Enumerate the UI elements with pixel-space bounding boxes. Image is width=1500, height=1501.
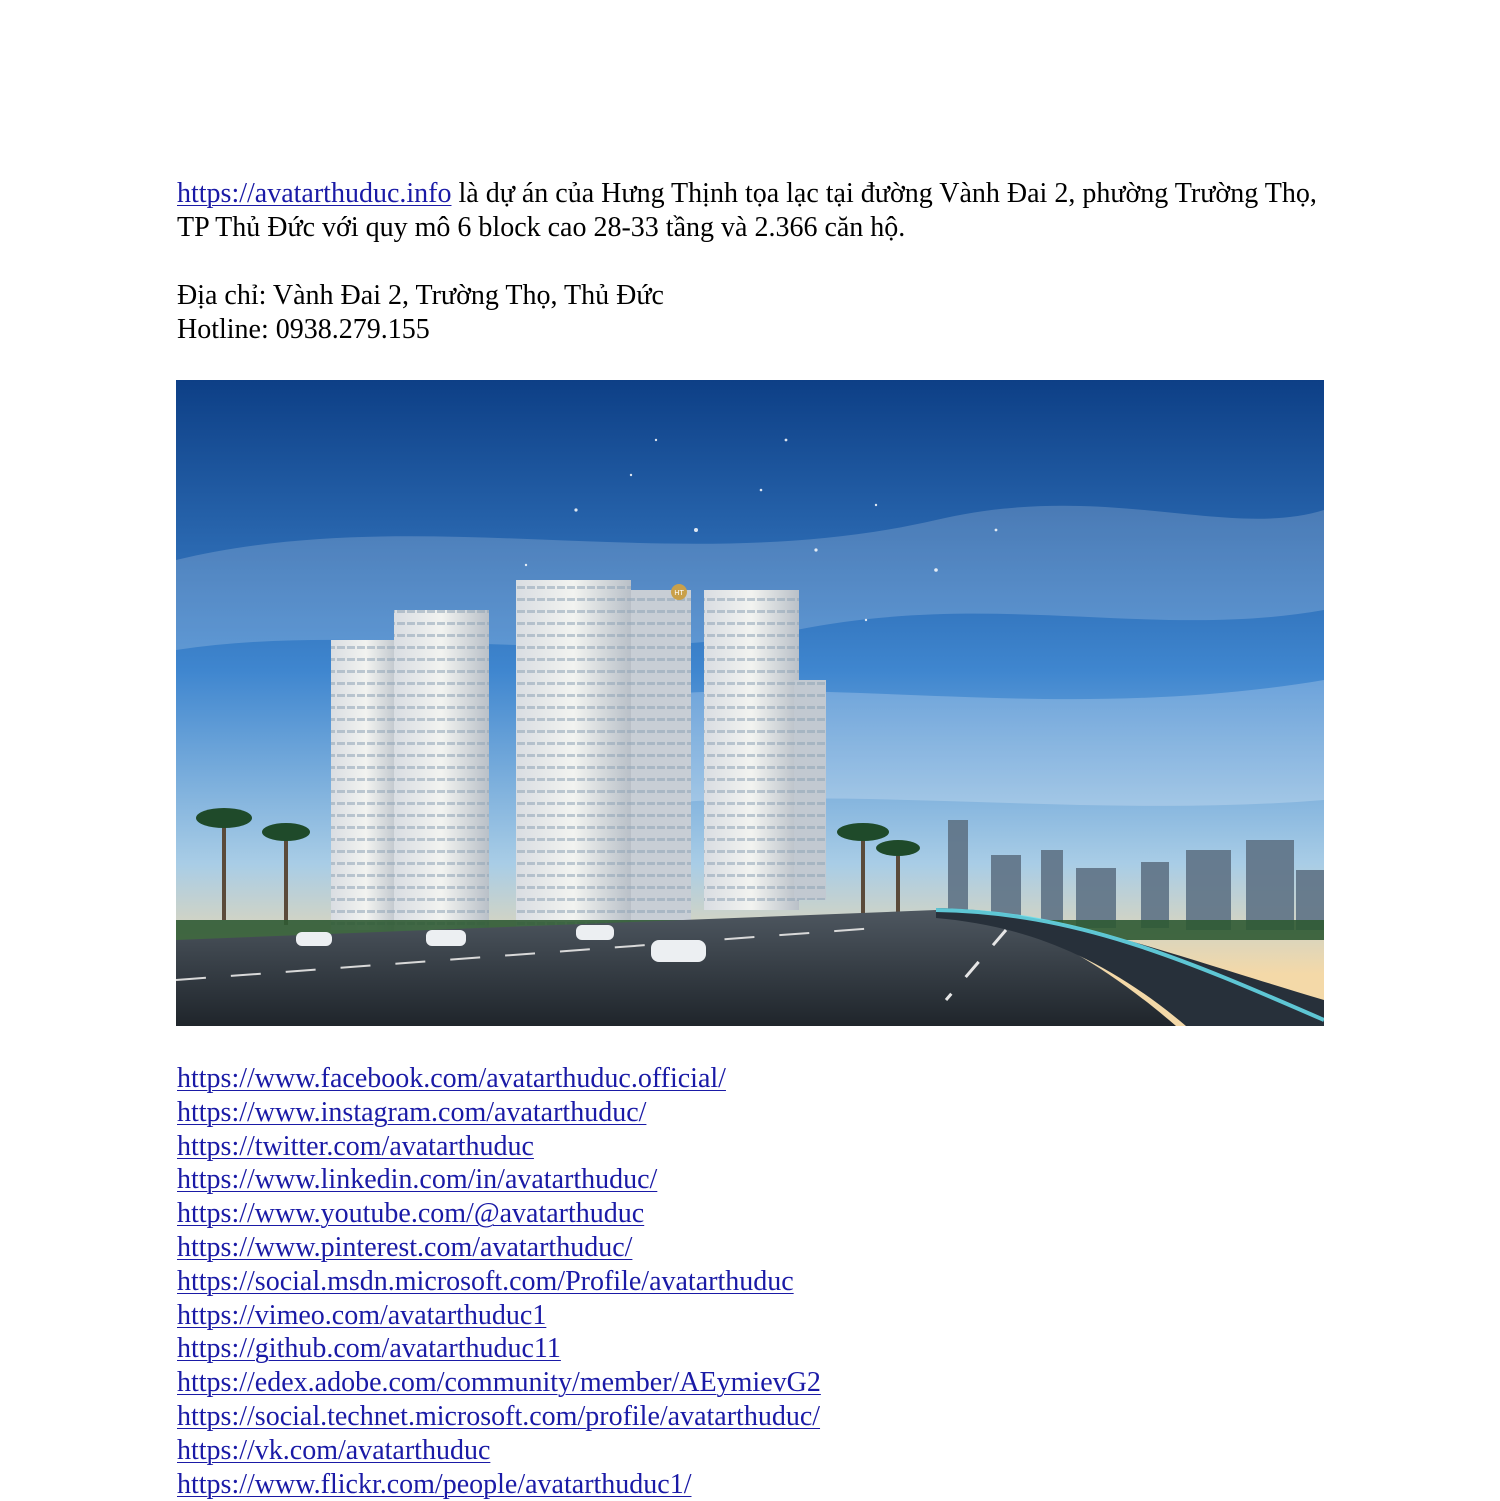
residential-towers	[331, 580, 826, 940]
intro-text: là dự án của Hưng Thịnh tọa lạc tại đường Vành Đai 2, phường Trường Thọ, TP Thủ Đức với quy mô 6 block cao 28-33 tầng và 2.366 căn hộ.	[177, 178, 1317, 243]
link-linkedin[interactable]: https://www.linkedin.com/in/avatarthuduc/	[177, 1164, 658, 1196]
contact-block	[177, 279, 1337, 347]
social-links-list	[177, 1062, 1337, 1501]
link-flickr[interactable]: https://www.flickr.com/people/avatarthuduc1/	[177, 1468, 692, 1500]
link-twitter[interactable]: https://twitter.com/avatarthuduc	[177, 1130, 534, 1162]
link-msdn[interactable]: https://social.msdn.microsoft.com/Profile/avatarthuduc	[177, 1265, 794, 1297]
project-render-illustration	[176, 380, 1324, 1026]
intro-paragraph	[177, 177, 1337, 245]
link-pinterest[interactable]: https://www.pinterest.com/avatarthuduc/	[177, 1231, 633, 1263]
link-facebook[interactable]: https://www.facebook.com/avatarthuduc.official/	[177, 1063, 726, 1094]
link-github[interactable]: https://github.com/avatarthuduc11	[177, 1333, 561, 1365]
intro-website-link[interactable]: https://avatarthuduc.info	[177, 178, 452, 209]
link-instagram[interactable]: https://www.instagram.com/avatarthuduc/	[177, 1096, 647, 1128]
project-render-image	[176, 380, 1324, 1026]
hotline-line: Hotline: 0938.279.155	[177, 314, 430, 345]
tower-logo-text: HT	[674, 589, 684, 597]
link-technet[interactable]: https://social.technet.microsoft.com/profile/avatarthuduc/	[177, 1400, 821, 1432]
link-vk[interactable]: https://vk.com/avatarthuduc	[177, 1434, 491, 1466]
address-line: Địa chỉ: Vành Đai 2, Trường Thọ, Thủ Đức	[177, 280, 664, 311]
link-vimeo[interactable]: https://vimeo.com/avatarthuduc1	[177, 1299, 547, 1331]
link-adobe-edex[interactable]: https://edex.adobe.com/community/member/AEymievG2	[177, 1367, 821, 1399]
link-youtube[interactable]: https://www.youtube.com/@avatarthuduc	[177, 1198, 645, 1230]
